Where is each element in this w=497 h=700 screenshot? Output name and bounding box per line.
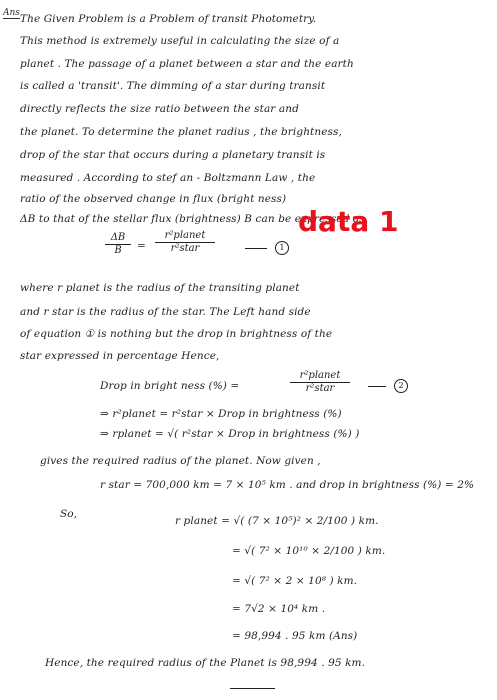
b-denominator: B bbox=[114, 245, 122, 256]
intro-line-8: measured . According to stef an - Boltzmann Law , the bbox=[20, 172, 316, 184]
derivation-line-1: ⇒ r²planet = r²star × Drop in brightness (%) bbox=[100, 408, 342, 420]
equals-sign: = bbox=[137, 240, 146, 252]
equation-1-number: 1 bbox=[275, 241, 289, 255]
equation-2-lhs: Drop in bright ness (%) = bbox=[100, 380, 240, 392]
r-star-squared: r²star bbox=[305, 383, 335, 394]
equation-1-dash bbox=[245, 248, 267, 249]
intro-line-1: The Given Problem is a Problem of transit Photometry. bbox=[20, 13, 317, 25]
solution-step-2: = √( 7² × 10¹⁰ × 2/100 ) km. bbox=[232, 545, 386, 557]
middle-line-3: of equation ① is nothing but the drop in brightness of the bbox=[20, 328, 333, 340]
middle-line-2: and r star is the radius of the star. The Left hand side bbox=[20, 306, 311, 318]
intro-line-4: is called a 'transit'. The dimming of a star during transit bbox=[20, 80, 326, 92]
equation-2-dash bbox=[368, 386, 386, 387]
intro-line-6: the planet. To determine the planet radius , the brightness, bbox=[20, 126, 342, 138]
conclusion-line: Hence, the required radius of the Planet is 98,994 . 95 km. bbox=[45, 657, 366, 669]
r-planet-squared: r²planet bbox=[164, 230, 206, 241]
r-planet-squared: r²planet bbox=[299, 370, 341, 381]
intro-line-5: directly reflects the size ratio between the star and bbox=[20, 103, 299, 115]
intro-line-7: drop of the star that occurs during a planetary transit is bbox=[20, 149, 326, 161]
answer-label: Ans bbox=[3, 8, 20, 18]
middle-line-1: where r planet is the radius of the transiting planet bbox=[20, 282, 300, 294]
middle-line-4: star expressed in percentage Hence, bbox=[20, 350, 220, 362]
intro-line-2: This method is extremely useful in calculating the size of a bbox=[20, 35, 340, 47]
delta-b-numerator: ΔB bbox=[110, 232, 126, 243]
derivation-line-2: ⇒ rplanet = √( r²star × Drop in brightness (%) ) bbox=[100, 428, 360, 440]
solution-step-1: r planet = √( (7 × 10⁵)² × 2/100 ) km. bbox=[175, 515, 379, 527]
equation-1-rhs bbox=[155, 230, 215, 255]
solution-step-4: = 7√2 × 10⁴ km . bbox=[232, 603, 326, 615]
solution-step-5: = 98,994 . 95 km (Ans) bbox=[232, 630, 358, 642]
derivation-line-3: gives the required radius of the planet. Now given , bbox=[40, 455, 321, 467]
r-star-squared: r²star bbox=[170, 243, 200, 254]
equation-2-rhs bbox=[290, 370, 350, 395]
solution-step-3: = √( 7² × 2 × 10⁸ ) km. bbox=[232, 575, 358, 587]
end-rule bbox=[230, 688, 275, 689]
intro-line-10: ΔB to that of the stellar flux (brightness) B can be expressed as, bbox=[20, 213, 369, 225]
equation-2-number: 2 bbox=[394, 379, 408, 393]
so-label: So, bbox=[60, 508, 78, 520]
intro-line-9: ratio of the observed change in flux (bright ness) bbox=[20, 193, 287, 205]
data-tag: data 1 bbox=[298, 205, 399, 238]
intro-line-3: planet . The passage of a planet between a star and the earth bbox=[20, 58, 354, 70]
derivation-line-4: r star = 700,000 km = 7 × 10⁵ km . and drop in brightness (%) = 2% bbox=[100, 479, 475, 491]
equation-1-lhs bbox=[105, 232, 131, 257]
